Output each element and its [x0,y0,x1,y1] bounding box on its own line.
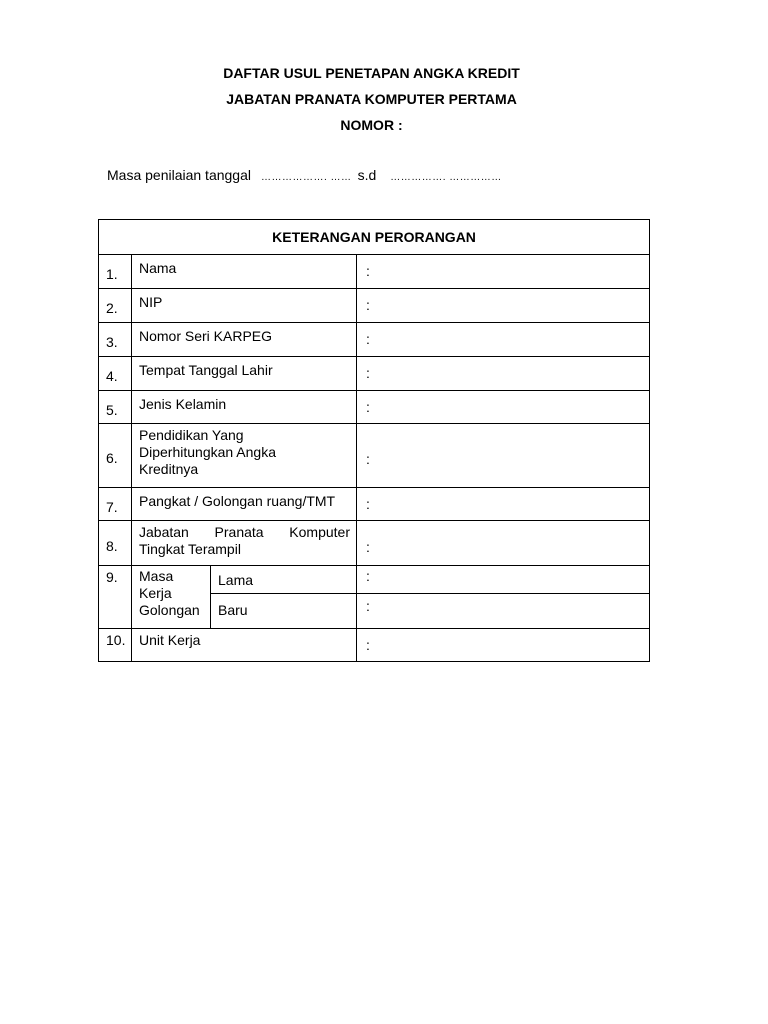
table-row [99,323,650,357]
table-row [99,424,650,488]
period-label: Masa penilaian tanggal [107,167,251,183]
row-label: NIP [132,289,357,323]
sub-label-baru: Baru [211,594,357,629]
personal-info-table [98,219,650,662]
row-number: 10. [99,629,132,662]
row-label: Pendidikan Yang Diperhitungkan Angka Kreditnya [132,424,357,488]
row-number: 6. [99,424,132,488]
table-row [99,629,650,662]
table-row [99,566,650,594]
document-number: NOMOR : [340,117,403,133]
row-label: Pangkat / Golongan ruang/TMT [132,488,357,521]
row-number: 2. [99,289,132,323]
table-row [99,521,650,566]
row-value: : [357,488,650,521]
period-from-blank: ………………. …… [261,172,352,183]
row-value: : [357,391,650,424]
table-row [99,357,650,391]
row-value: : [357,323,650,357]
row-number: 8. [99,521,132,566]
row-value: : [357,357,650,391]
sub-label-lama: Lama [211,566,357,594]
row-number: 1. [99,255,132,289]
table-row [99,289,650,323]
assessment-period [107,166,502,187]
row-value: : [357,594,650,629]
row-value: : [357,424,650,488]
row-value: : [357,289,650,323]
row-label: Tempat Tanggal Lahir [132,357,357,391]
row-value: : [357,255,650,289]
row-number: 9. [99,566,132,629]
row-label: Masa Kerja Golongan [132,566,211,629]
row-value: : [357,629,650,662]
table-title: KETERANGAN PERORANGAN [99,220,650,255]
row-number: 4. [99,357,132,391]
document-subtitle: JABATAN PRANATA KOMPUTER PERTAMA [226,91,517,107]
row-number: 5. [99,391,132,424]
row-label: Jenis Kelamin [132,391,357,424]
row-number: 3. [99,323,132,357]
row-value: : [357,521,650,566]
row-label: Jabatan Pranata Komputer Tingkat Terampil [132,521,357,566]
row-label: Nama [132,255,357,289]
document-title: DAFTAR USUL PENETAPAN ANGKA KREDIT [223,65,520,81]
period-separator: s.d [357,167,377,183]
row-value: : [357,566,650,594]
period-to-blank: ……………. …………… [390,172,502,183]
table-row [99,488,650,521]
table-row [99,391,650,424]
row-label: Unit Kerja [132,629,357,662]
row-number: 7. [99,488,132,521]
row-label: Nomor Seri KARPEG [132,323,357,357]
table-row [99,255,650,289]
